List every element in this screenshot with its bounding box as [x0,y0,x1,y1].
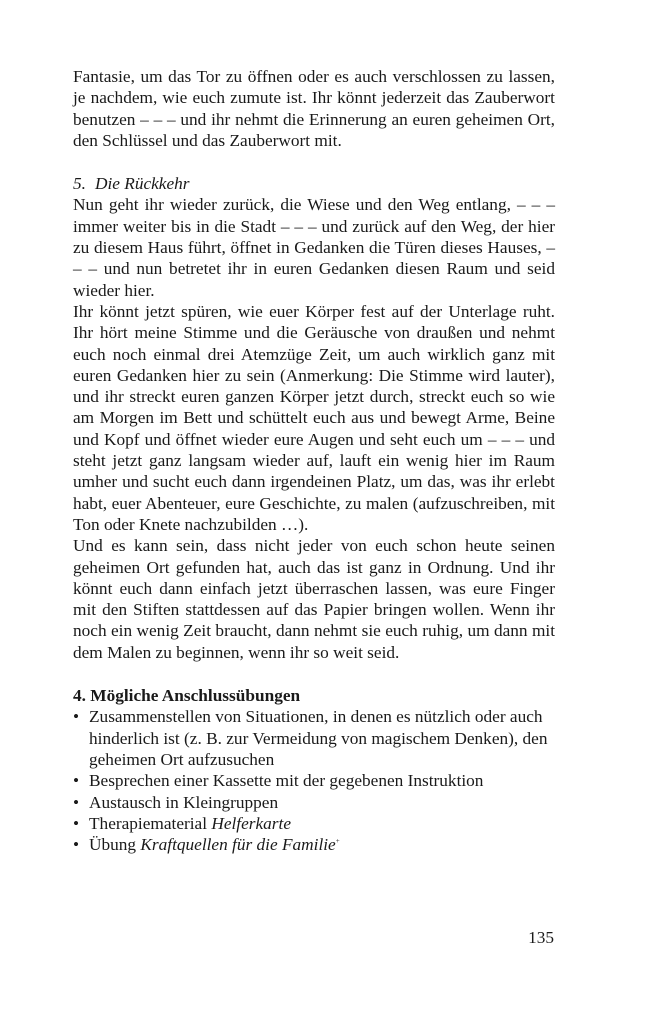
list-item-emphasis: Helferkarte [211,813,291,833]
bullet-icon: • [73,813,80,833]
paragraph-intro: Fantasie, um das Tor zu öffnen oder es auch verschlossen zu lassen, je nachdem, wie euch zumute ist. Ihr könnt jederzeit das Zauberwort benutzen – – – und ihr nehmt die Erinnerung an euren geheimen Ort, den Schlüssel und das Zauberwort mit. [73,67,555,150]
list-item-text: Zusammenstellen von Situationen, in denen es nützlich oder auch hinderlich ist (z. B. zur Vermeidung von magischem Denken), den geheimen Ort aufzusuchen [89,707,548,769]
followup-list [73,706,555,855]
spacer [73,663,555,685]
list-item-text: Austausch in Kleingruppen [89,792,279,812]
section-heading-followup: 4. Mögliche Anschlussübungen [73,686,301,706]
footnote-mark: + [335,837,340,846]
bullet-icon: • [73,707,80,727]
list-item [73,813,555,834]
list-item [73,834,555,855]
list-item-prefix: Übung [89,835,141,855]
paragraph-return-3: Und es kann sein, dass nicht jeder von euch schon heute seinen geheimen Ort gefunden hat, auch das ist ganz in Ordnung. Und ihr könnt euch dann einfach jetzt überraschen lassen, was eure Finger mit den Stiften stattdessen auf das Papier bringen wollen. Wenn ihr noch ein wenig Zeit braucht, dann nehmt sie euch ruhig, um dann mit dem Malen zu beginnen, wenn ihr so weit seid. [73,536,555,662]
section-title: Die Rückkehr [95,174,190,194]
bullet-icon: • [73,771,80,791]
spacer [73,151,555,173]
bullet-icon: • [73,835,80,855]
paragraph-return-1: Nun geht ihr wieder zurück, die Wiese und den Weg entlang, – – – immer weiter bis in die Stadt – – – und zurück auf den Weg, der hier zu diesem Haus führt, öffnet in Gedanken die Türen dieses Hauses, – – – und nun betretet ihr in euren Gedanken diesen Raum und seid wieder hier. [73,195,555,300]
bullet-icon: • [73,792,80,812]
page-number: 135 [528,928,554,947]
section-heading-return [73,173,555,194]
list-item-text: Besprechen einer Kassette mit der gegebenen Instruktion [89,771,484,791]
list-item [73,706,555,770]
paragraph-return-2: Ihr könnt jetzt spüren, wie euer Körper fest auf der Unterlage ruht. Ihr hört meine Stimme und die Geräusche von draußen und nehmt euch noch einmal drei Atemzüge Zeit, um auch wirklich ganz mit euren Gedanken hier zu sein (Anmerkung: Die Stimme wird lauter), und ihr streckt euren ganzen Körper jetzt durch, streckt euch so wie am Morgen im Bett und schüttelt euch aus und bewegt Arme, Beine und Kopf und öffnet wieder eure Augen und seht euch um – – – und steht jetzt ganz langsam wieder auf, lauft ein wenig hier im Raum umher und sucht euch dann irgendeinen Platz, um das, was ihr erlebt habt, euer Abenteuer, eure Geschichte, zu malen (aufzuschreiben, mit Ton oder Knete nachzubilden …). [73,301,555,534]
section-number: 5. [73,174,86,194]
page-body [73,66,555,855]
list-item [73,792,555,813]
list-item [73,770,555,791]
list-item-prefix: Therapiematerial [89,813,212,833]
list-item-emphasis: Kraftquellen für die Familie [140,835,336,855]
